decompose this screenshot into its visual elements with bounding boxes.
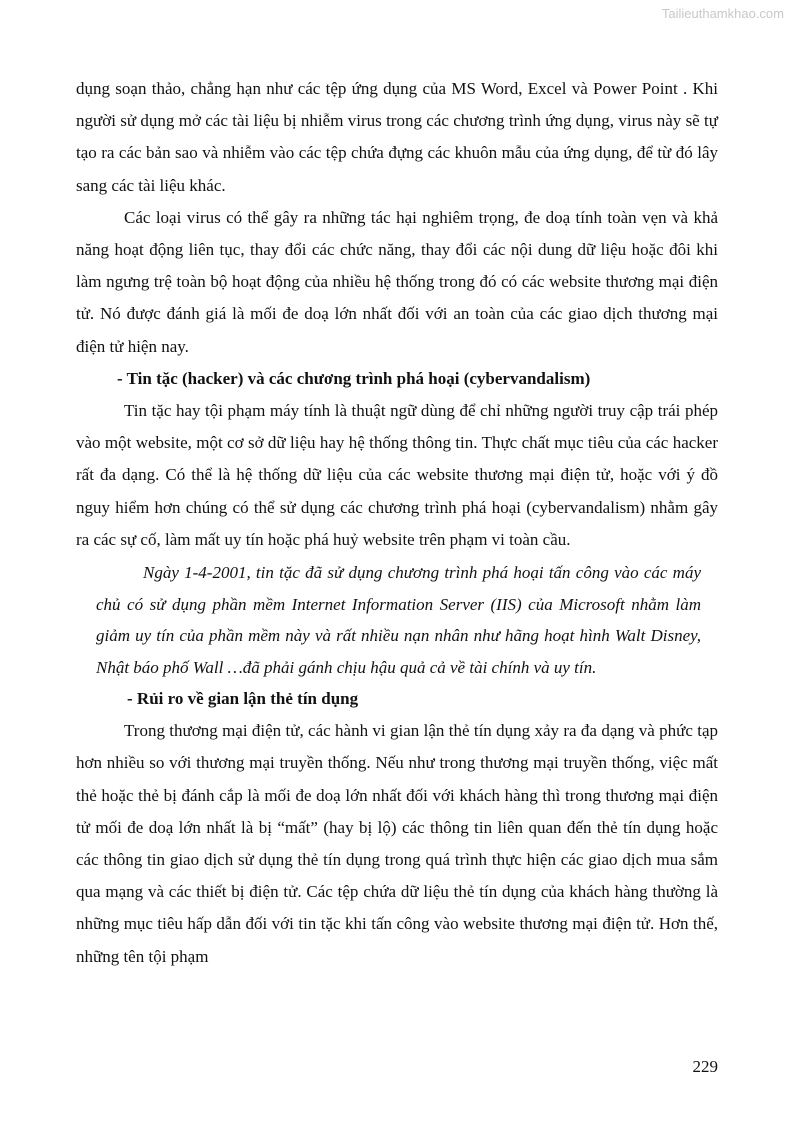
section-heading-hacker: - Tin tặc (hacker) và các chương trình phá hoại (cybervandalism) <box>117 368 591 388</box>
page-number: 229 <box>692 1057 718 1076</box>
page-body <box>76 73 718 973</box>
paragraph-hacker: Tin tặc hay tội phạm máy tính là thuật ngữ dùng để chỉ những người truy cập trái phép vào một website, một cơ sở dữ liệu hay hệ thống thông tin. Thực chất mục tiêu của các hacker rất đa dạng. Có thể là hệ thống dữ liệu của các website thương mại điện tử, hoặc với ý đồ nguy hiểm hơn chúng có thể sử dụng các chương trình phá hoại (cybervandalism) nhằm gây ra các sự cố, làm mất uy tín hoặc phá huỷ website trên phạm vi toàn cầu. <box>76 401 718 549</box>
example-quote: Ngày 1-4-2001, tin tặc đã sử dụng chương trình phá hoại tấn công vào các máy chủ có sử dụng phần mềm Internet Information Server (IIS) của Microsoft nhằm làm giảm uy tín của phần mềm này và rất nhiều nạn nhân như hãng hoạt hình Walt Disney, Nhật báo phố Wall …đã phải gánh chịu hậu quả cả về tài chính và uy tín. <box>96 563 701 677</box>
section-heading-credit-card: - Rủi ro về gian lận thẻ tín dụng <box>127 689 359 709</box>
watermark: Tailieuthamkhao.com <box>661 6 784 21</box>
paragraph-credit-card: Trong thương mại điện tử, các hành vi gian lận thẻ tín dụng xảy ra đa dạng và phức tạp hơn nhiều so với thương mại truyền thống. Nếu như trong thương mại truyền thống, việc mất thẻ hoặc thẻ bị đánh cắp là mối đe doạ lớn nhất đối với khách hàng thì trong thương mại điện tử mối đe doạ lớn nhất là bị “mất” (hay bị lộ) các thông tin liên quan đến thẻ tín dụng hoặc các thông tin giao dịch sử dụng thẻ tín dụng trong quá trình thực hiện các giao dịch mua sắm qua mạng và các thiết bị điện tử. Các tệp chứa dữ liệu thẻ tín dụng của khách hàng thường là những mục tiêu hấp dẫn đối với tin tặc khi tấn công vào website thương mại điện tử. Hơn thế, những tên tội phạm <box>76 721 718 966</box>
paragraph-virus-harm: Các loại virus có thể gây ra những tác hại nghiêm trọng, đe doạ tính toàn vẹn và khả năng hoạt động liên tục, thay đổi các chức năng, thay đổi các nội dung dữ liệu hoặc đôi khi làm ngưng trệ toàn bộ hoạt động của nhiều hệ thống trong đó có các website thương mại điện tử. Nó được đánh giá là mối đe doạ lớn nhất đối với an toàn của các giao dịch thương mại điện tử hiện nay. <box>76 207 718 356</box>
paragraph-continuation: dụng soạn thảo, chẳng hạn như các tệp ứng dụng của MS Word, Excel và Power Point . Khi người sử dụng mở các tài liệu bị nhiễm virus trong các chương trình ứng dụng, virus này sẽ tự tạo ra các bản sao và nhiễm vào các tệp chứa đựng các khuôn mẫu của ứng dụng, để từ đó lây sang các tài liệu khác. <box>76 79 718 195</box>
